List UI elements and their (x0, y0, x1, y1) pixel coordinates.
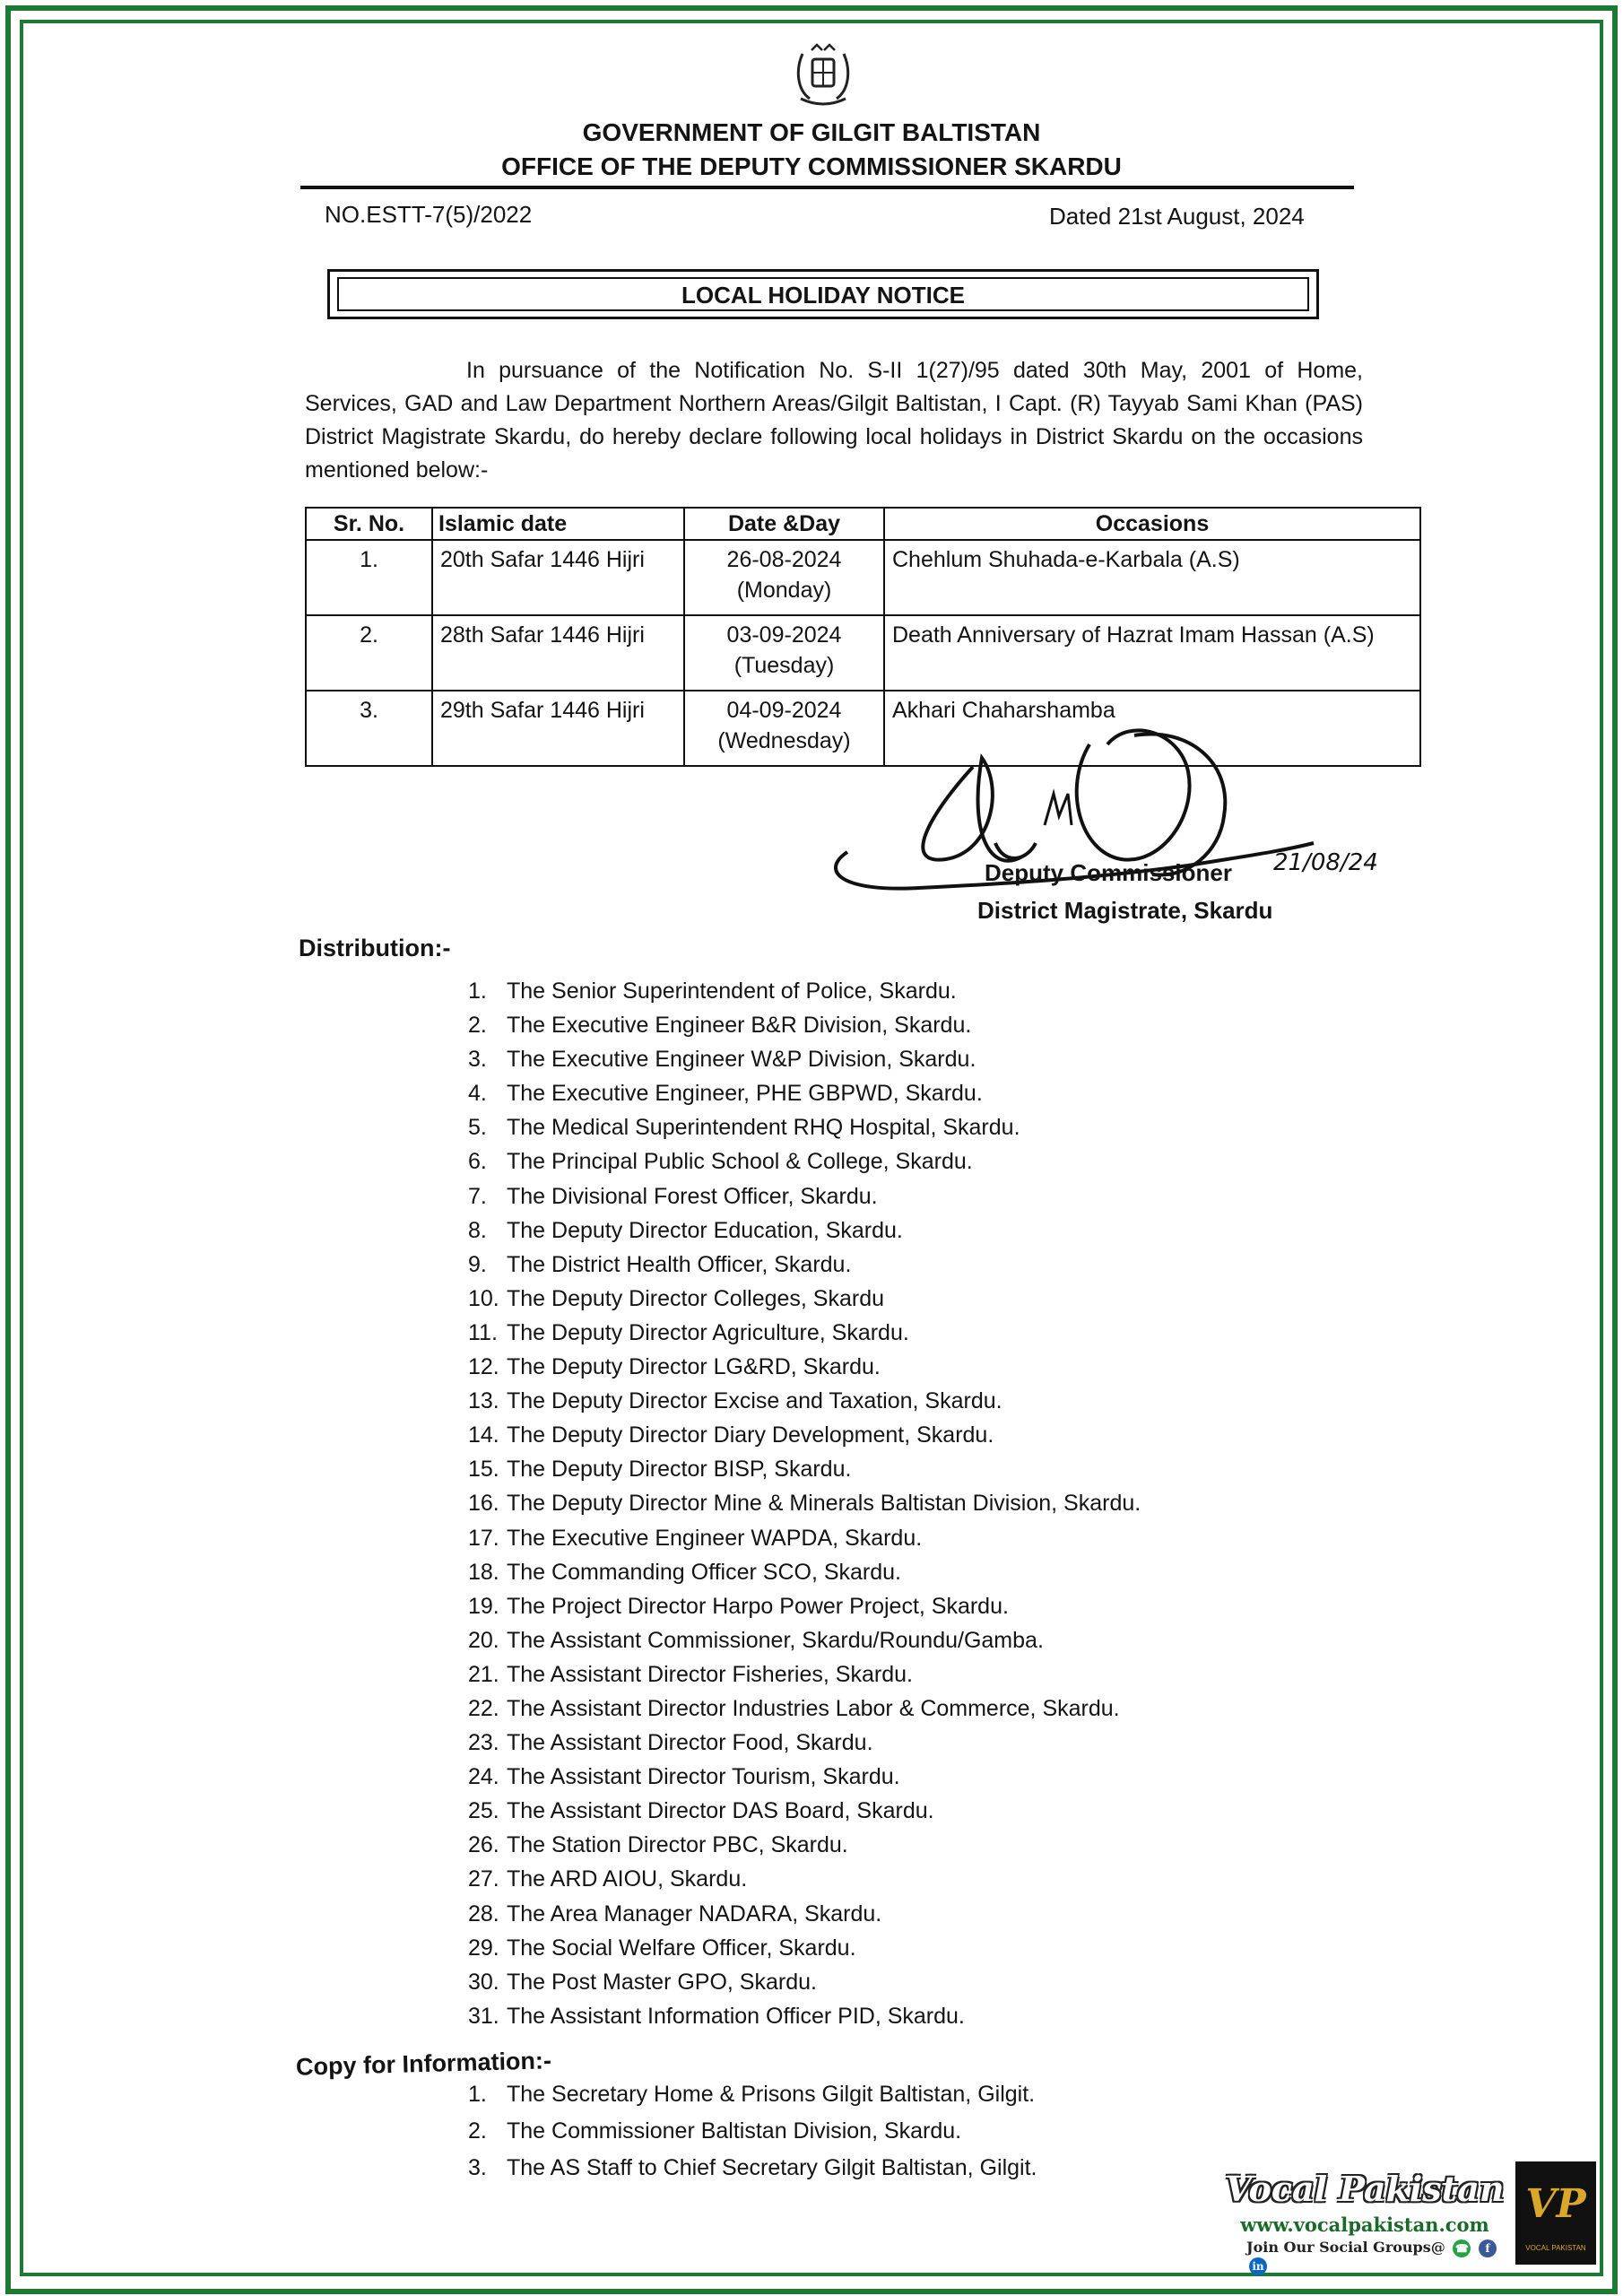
list-item-text: The Deputy Director Mine & Minerals Baltistan Division, Skardu. (507, 1491, 1141, 1517)
col-header-date-day: Date &Day (684, 508, 884, 540)
cell-sr: 3. (306, 691, 432, 766)
list-item-text: The Executive Engineer, PHE GBPWD, Skardu. (507, 1081, 983, 1107)
list-item-number: 21. (468, 1661, 499, 1687)
list-item-text: The Station Director PBC, Skardu. (507, 1832, 848, 1858)
handwritten-date: 21/08/24 (1273, 849, 1378, 876)
list-item-number: 30. (468, 1969, 499, 1995)
list-item-number: 6. (468, 1149, 487, 1175)
list-item-number: 2. (468, 2118, 487, 2144)
list-item (468, 1657, 1141, 1692)
list-item-text: The Medical Superintendent RHQ Hospital, Skardu. (507, 1115, 1020, 1141)
list-item-number: 1. (468, 978, 487, 1004)
cell-date-day (684, 540, 884, 615)
list-item (468, 974, 1141, 1008)
list-item-text: The Assistant Commissioner, Skardu/Roundu/Gamba. (507, 1627, 1044, 1653)
brand-name: Vocal Pakistan (1225, 2169, 1505, 2209)
list-item-number: 2. (468, 1013, 487, 1039)
list-item-number: 11. (468, 1319, 498, 1345)
list-item-number: 9. (468, 1251, 487, 1277)
list-item-text: The Executive Engineer B&R Division, Skardu. (507, 1013, 972, 1039)
notice-title: LOCAL HOLIDAY NOTICE (337, 277, 1309, 311)
list-item-text: The Commissioner Baltistan Division, Skardu. (507, 2118, 962, 2144)
list-item (468, 1897, 1141, 1931)
list-item-text: The Assistant Director Food, Skardu. (507, 1730, 873, 1756)
list-item (468, 1931, 1141, 1965)
list-item-number: 15. (468, 1457, 499, 1483)
cell-day: (Monday) (736, 578, 832, 603)
cell-islamic-date: 20th Safar 1446 Hijri (432, 540, 684, 615)
list-item (468, 2113, 1037, 2150)
col-header-sr: Sr. No. (306, 508, 432, 540)
list-item (468, 2150, 1037, 2187)
cell-sr: 2. (306, 615, 432, 691)
list-item (468, 1589, 1141, 1623)
list-item-number: 16. (468, 1491, 499, 1517)
copy-heading: Copy for Information:- (295, 2047, 552, 2081)
list-item-number: 18. (468, 1559, 499, 1585)
list-item (468, 1623, 1141, 1657)
list-item-text: The Divisional Forest Officer, Skardu. (507, 1183, 878, 1209)
list-item-text: The Deputy Director Agriculture, Skardu. (507, 1319, 909, 1345)
list-item-text: The Deputy Director Diary Development, Skardu. (507, 1422, 994, 1448)
list-item-number: 27. (468, 1866, 499, 1892)
cell-occasion: Akhari Chaharshamba (884, 691, 1420, 766)
brand-url[interactable]: www.vocalpakistan.com (1240, 2213, 1489, 2236)
signature-icon (812, 709, 1385, 924)
col-header-islamic-date: Islamic date (432, 508, 684, 540)
cell-islamic-date: 29th Safar 1446 Hijri (432, 691, 684, 766)
list-item-text: The Commanding Officer SCO, Skardu. (507, 1559, 901, 1585)
list-item-text: The Deputy Director Excise and Taxation, Skardu. (507, 1388, 1002, 1414)
social-tagline: Join Our Social Groups@ (1246, 2239, 1445, 2256)
state-emblem-icon (792, 43, 855, 108)
cell-day: (Wednesday) (717, 728, 851, 753)
distribution-heading: Distribution:- (299, 935, 451, 961)
list-item-number: 20. (468, 1627, 499, 1653)
cell-sr: 1. (306, 540, 432, 615)
list-item-number: 28. (468, 1900, 499, 1926)
list-item-number: 10. (468, 1285, 499, 1311)
list-item-number: 25. (468, 1798, 499, 1824)
list-item (468, 1384, 1141, 1418)
list-item-number: 3. (468, 1047, 487, 1073)
list-item (468, 1794, 1141, 1828)
notice-body-text: In pursuance of the Notification No. S-II 1(27)/95 dated 30th May, 2001 of Home, Services, GAD and Law Department Northern Areas/Gilgit Baltistan, I Capt. (R) Tayyab Sami Khan (PAS) District Magistrate Skardu, do hereby declare following local holidays in District Skardu on the occasions mentioned below:- (305, 358, 1363, 483)
list-item-number: 4. (468, 1081, 487, 1107)
list-item (468, 1452, 1141, 1486)
list-item (468, 1862, 1141, 1896)
list-item-number: 24. (468, 1764, 499, 1790)
table-header-row (306, 508, 1420, 540)
list-item-number: 23. (468, 1730, 499, 1756)
list-item (468, 1418, 1141, 1452)
list-item-text: The Principal Public School & College, Skardu. (507, 1149, 973, 1175)
list-item-text: The Deputy Director Colleges, Skardu (507, 1285, 885, 1311)
list-item-text: The AS Staff to Chief Secretary Gilgit Baltistan, Gilgit. (507, 2155, 1037, 2180)
list-item-number: 8. (468, 1217, 487, 1243)
list-item-number: 19. (468, 1593, 499, 1619)
list-item-text: The Assistant Director Tourism, Skardu. (507, 1764, 900, 1790)
list-item-text: The Executive Engineer W&P Division, Skardu. (507, 1047, 976, 1073)
government-title: GOVERNMENT OF GILGIT BALTISTAN (582, 118, 1041, 146)
whatsapp-icon[interactable]: ☎ (1453, 2239, 1471, 2257)
reference-number: NO.ESTT-7(5)/2022 (325, 201, 533, 228)
list-item (468, 1076, 1141, 1110)
logo-letters: VP (1525, 2181, 1586, 2227)
list-item-text: The Post Master GPO, Skardu. (507, 1969, 817, 1995)
list-item (468, 2076, 1037, 2113)
list-item (468, 1213, 1141, 1248)
list-item (468, 1008, 1141, 1042)
list-item-number: 17. (468, 1525, 499, 1551)
cell-date: 26-08-2024 (726, 547, 842, 572)
list-item (468, 1282, 1141, 1316)
list-item-number: 1. (468, 2082, 487, 2107)
notice-title-box (327, 269, 1319, 319)
cell-occasion: Death Anniversary of Hazrat Imam Hassan (A.S) (884, 615, 1420, 691)
list-item-number: 12. (468, 1354, 499, 1380)
list-item-text: The Assistant Information Officer PID, Skardu. (507, 2003, 965, 2029)
cell-date: 03-09-2024 (726, 622, 842, 648)
cell-islamic-date: 28th Safar 1446 Hijri (432, 615, 684, 691)
list-item-text: The District Health Officer, Skardu. (507, 1251, 852, 1277)
signatory-designation: District Magistrate, Skardu (977, 897, 1273, 924)
cell-day: (Tuesday) (733, 653, 835, 678)
list-item-text: The Deputy Director LG&RD, Skardu. (507, 1354, 881, 1380)
header-rule (300, 186, 1354, 189)
list-item-text: The Deputy Director Education, Skardu. (507, 1217, 903, 1243)
facebook-icon[interactable]: f (1479, 2239, 1497, 2257)
list-item-number: 5. (468, 1115, 487, 1141)
col-header-occasions: Occasions (884, 508, 1420, 540)
list-item-text: The Executive Engineer WAPDA, Skardu. (507, 1525, 923, 1551)
copy-list (468, 2076, 1037, 2187)
list-item (468, 1521, 1141, 1555)
list-item-number: 3. (468, 2155, 487, 2180)
list-item (468, 1828, 1141, 1862)
notice-date: Dated 21st August, 2024 (1049, 203, 1305, 230)
list-item (468, 1042, 1141, 1076)
vocal-pakistan-logo (1515, 2161, 1596, 2265)
list-item-text: The Project Director Harpo Power Project, Skardu. (507, 1593, 1009, 1619)
table-row (306, 615, 1420, 691)
cell-occasion: Chehlum Shuhada-e-Karbala (A.S) (884, 540, 1420, 615)
list-item-text: The Assistant Director Fisheries, Skardu. (507, 1661, 913, 1687)
list-item-text: The ARD AIOU, Skardu. (507, 1866, 748, 1892)
social-groups (1246, 2239, 1508, 2275)
list-item (468, 1555, 1141, 1589)
list-item-number: 29. (468, 1935, 499, 1961)
list-item-text: The Social Welfare Officer, Skardu. (507, 1935, 856, 1961)
cell-date: 04-09-2024 (726, 698, 842, 723)
list-item-text: The Secretary Home & Prisons Gilgit Baltistan, Gilgit. (507, 2082, 1036, 2107)
list-item (468, 1760, 1141, 1794)
office-title: OFFICE OF THE DEPUTY COMMISSIONER SKARDU (501, 152, 1122, 180)
list-item (468, 1999, 1141, 2033)
list-item (468, 1110, 1141, 1144)
list-item-number: 14. (468, 1422, 499, 1448)
list-item-text: The Assistant Director DAS Board, Skardu. (507, 1798, 934, 1824)
list-item-number: 26. (468, 1832, 499, 1858)
logo-caption: VOCAL PAKISTAN (1525, 2244, 1586, 2252)
vocal-pakistan-watermark (1221, 2169, 1508, 2273)
linkedin-icon[interactable]: in (1249, 2257, 1267, 2275)
list-item-text: The Deputy Director BISP, Skardu. (507, 1457, 852, 1483)
cell-date-day (684, 615, 884, 691)
distribution-list (468, 974, 1141, 2033)
list-item (468, 1179, 1141, 1213)
list-item (468, 1144, 1141, 1178)
list-item (468, 1316, 1141, 1350)
list-item-number: 7. (468, 1183, 487, 1209)
list-item-text: The Area Manager NADARA, Skardu. (507, 1900, 882, 1926)
signatory-title: Deputy Commissioner (985, 859, 1232, 886)
list-item (468, 1486, 1141, 1520)
list-item-number: 31. (468, 2003, 499, 2029)
list-item (468, 1248, 1141, 1282)
notice-body (305, 354, 1363, 487)
list-item-number: 22. (468, 1695, 499, 1721)
list-item (468, 1726, 1141, 1760)
list-item (468, 1350, 1141, 1384)
list-item-text: The Assistant Director Industries Labor & Commerce, Skardu. (507, 1695, 1120, 1721)
list-item-number: 13. (468, 1388, 499, 1414)
table-row (306, 540, 1420, 615)
list-item (468, 1692, 1141, 1726)
list-item-text: The Senior Superintendent of Police, Skardu. (507, 978, 957, 1004)
list-item (468, 1965, 1141, 1999)
